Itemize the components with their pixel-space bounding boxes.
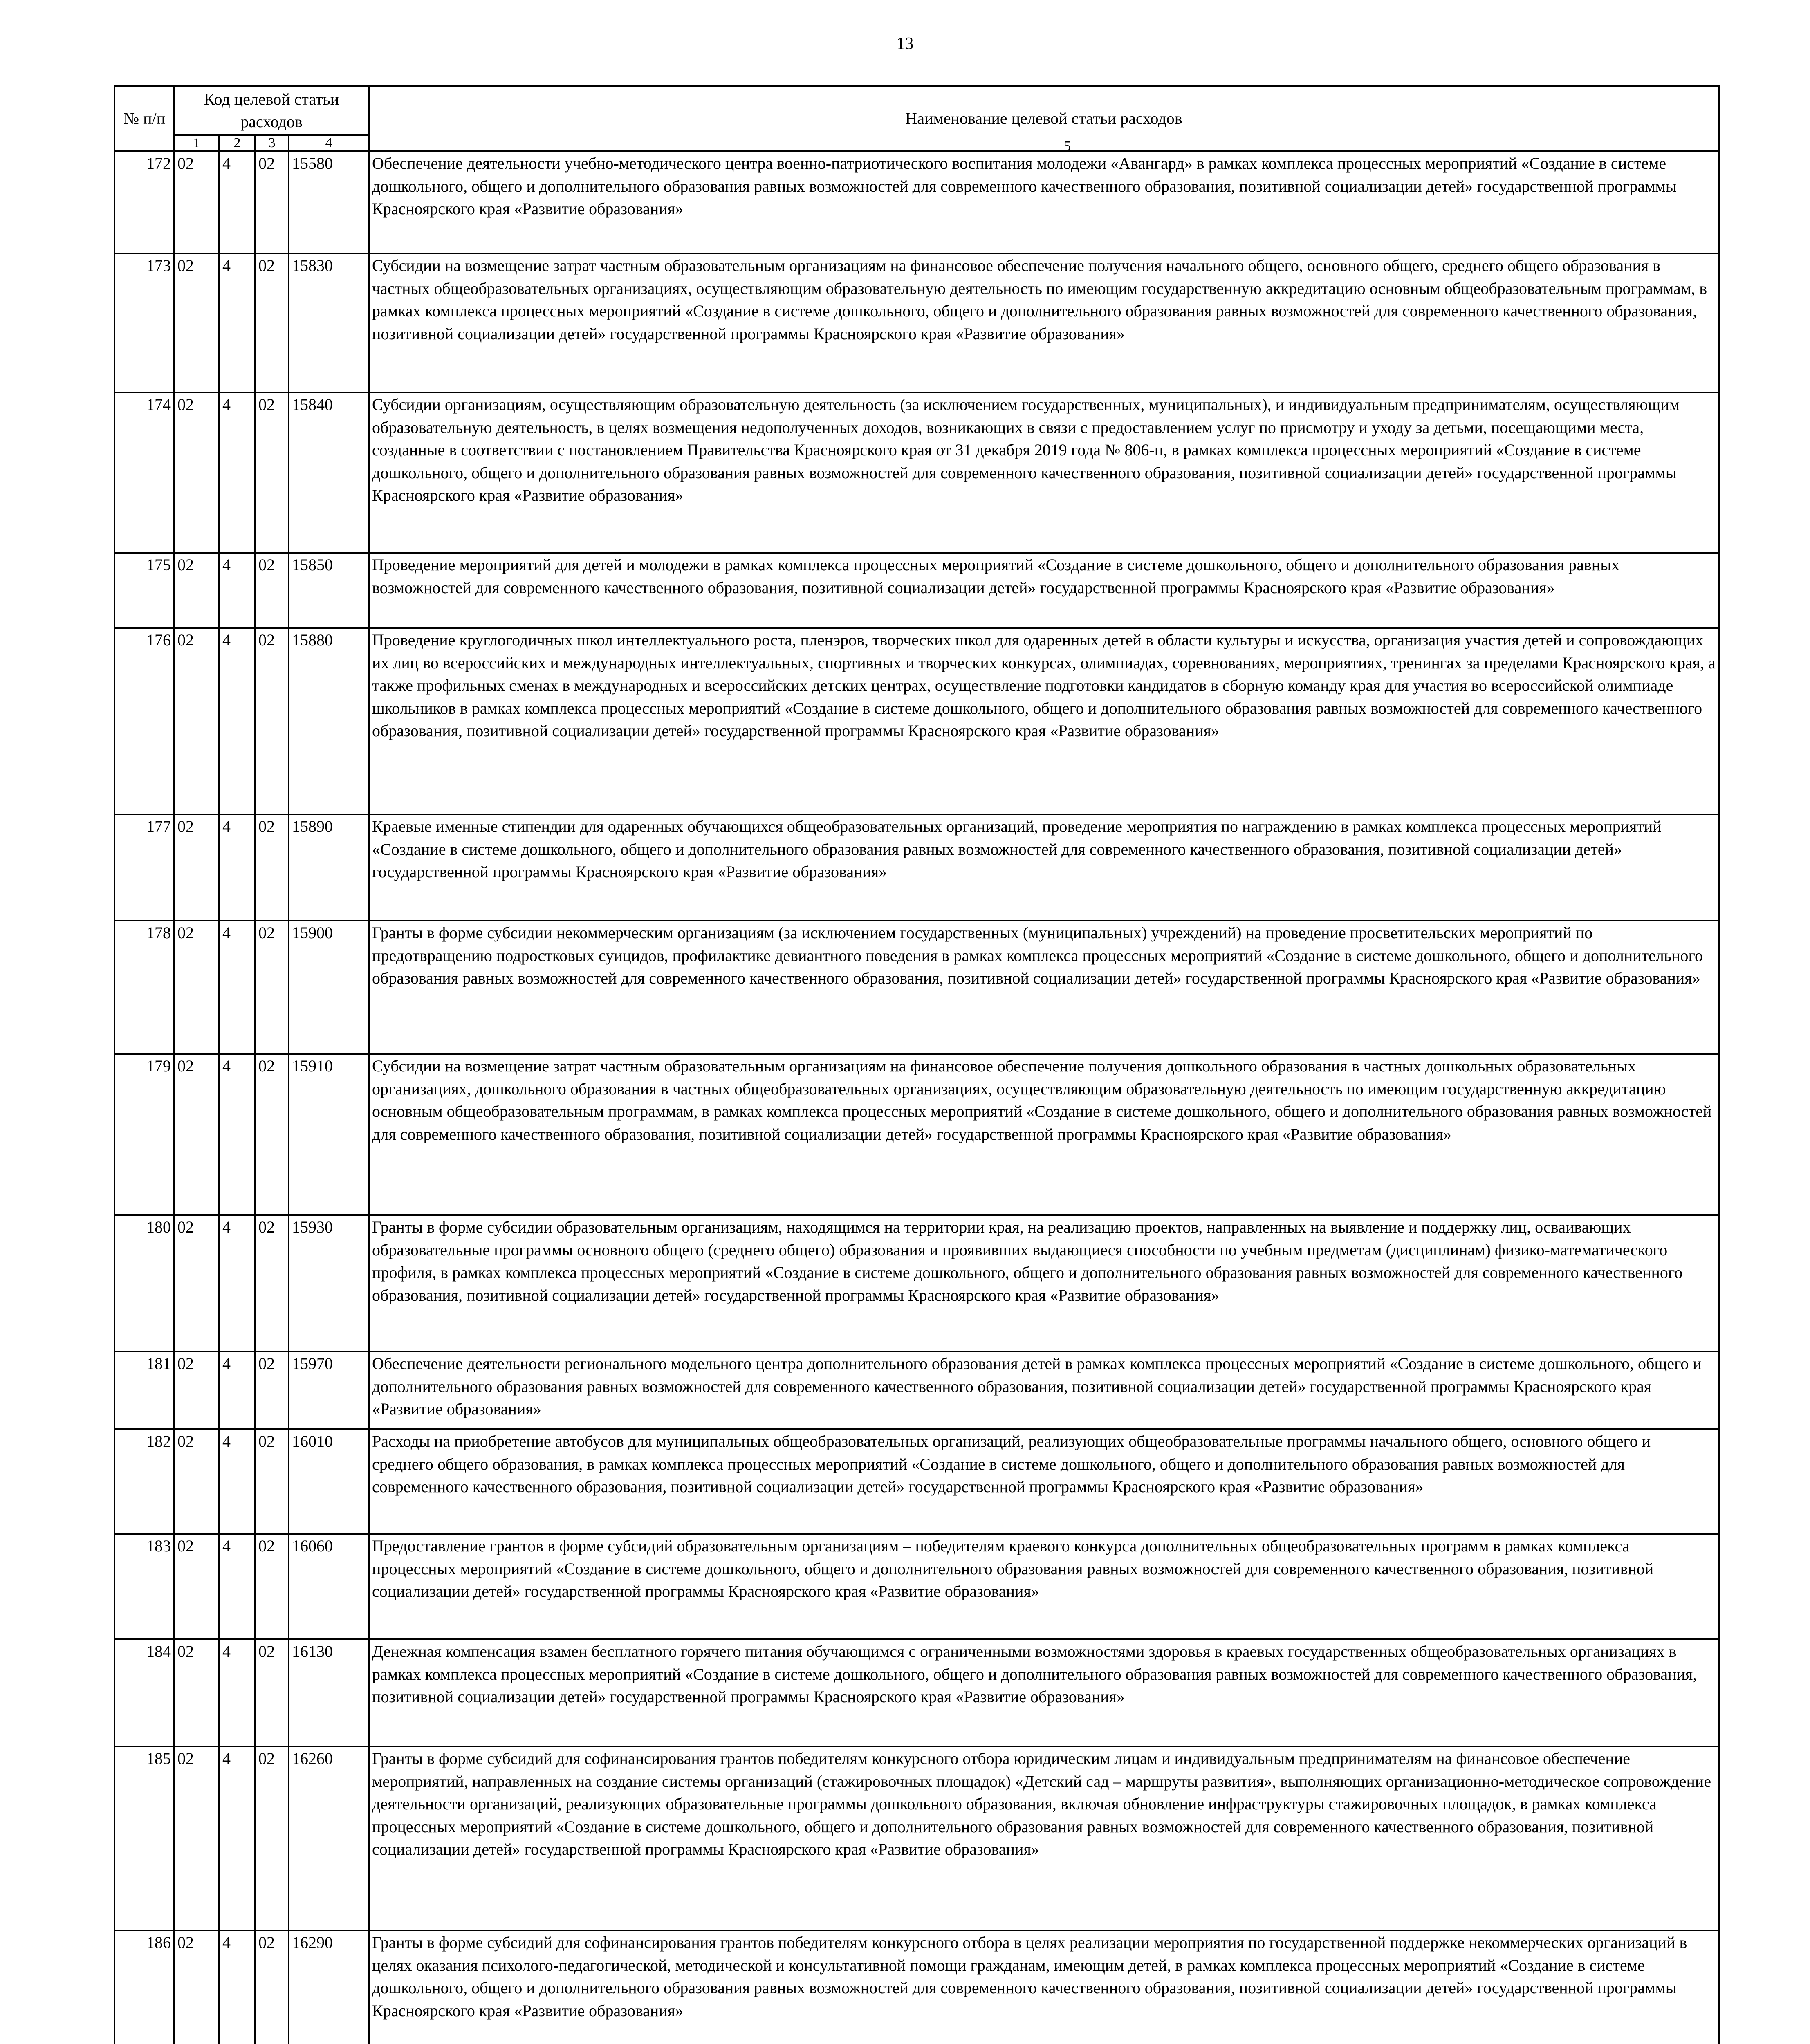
code-direction: 15910 [289, 1054, 369, 1215]
code-direction: 16010 [289, 1429, 369, 1534]
row-number: 184 [114, 1639, 174, 1746]
code-complex: 02 [255, 628, 289, 814]
table-row [114, 553, 1719, 628]
code-complex: 02 [255, 1351, 289, 1429]
item-description: Проведение круглогодичных школ интеллектуального роста, пленэров, творческих школ для одаренных детей в области культуры и искусства, организация участия детей и сопровождающих их лиц во всероссийских и международных интеллектуальных, спортивных и творческих конкурсах, олимпиадах, соревнованиях, мероприятиях, тренингах за пределами Красноярского края, а также профильных сменах в международных и всероссийских детских центрах, осуществление подготовки кандидатов в сборную команду края для участия во всероссийской олимпиаде школьников в рамках комплекса процессных мероприятий «Создание в системе дошкольного, общего и дополнительного образования равных возможностей для современного качественного образования, позитивной социализации детей» государственной программы Красноярского края «Развитие образования» [369, 628, 1719, 814]
row-number: 174 [114, 392, 174, 553]
code-direction: 16130 [289, 1639, 369, 1746]
code-complex: 02 [255, 921, 289, 1054]
code-program: 02 [174, 1639, 219, 1746]
code-type: 4 [219, 1534, 255, 1639]
code-direction: 15880 [289, 628, 369, 814]
code-program: 02 [174, 1351, 219, 1429]
code-program: 02 [174, 1534, 219, 1639]
code-type: 4 [219, 1930, 255, 2044]
code-program: 02 [174, 1054, 219, 1215]
code-complex: 02 [255, 553, 289, 628]
table-row [114, 392, 1719, 553]
code-direction: 15900 [289, 921, 369, 1054]
table-header-row [114, 86, 1719, 135]
page-number: 13 [896, 34, 914, 53]
code-complex: 02 [255, 253, 289, 392]
table-row [114, 814, 1719, 921]
row-number: 178 [114, 921, 174, 1054]
header-col-num: № п/п [114, 86, 174, 151]
row-number: 182 [114, 1429, 174, 1534]
row-number: 185 [114, 1746, 174, 1930]
item-description: Предоставление грантов в форме субсидий образовательным организациям – победителям краевого конкурса дополнительных общеобразовательных программ в рамках комплекса процессных мероприятий «Создание в системе дошкольного, общего и дополнительного образования равных возможностей для современного качественного образования, позитивной социализации детей» государственной программы Красноярского края «Развитие образования» [369, 1534, 1719, 1639]
code-type: 4 [219, 1351, 255, 1429]
code-complex: 02 [255, 1215, 289, 1351]
code-type: 4 [219, 392, 255, 553]
table-row [114, 1930, 1719, 2044]
code-direction: 16060 [289, 1534, 369, 1639]
code-type: 4 [219, 1746, 255, 1930]
code-type: 4 [219, 1054, 255, 1215]
code-program: 02 [174, 1215, 219, 1351]
table-row [114, 921, 1719, 1054]
item-description: Обеспечение деятельности регионального модельного центра дополнительного образования детей в рамках комплекса процессных мероприятий «Создание в системе дошкольного, общего и дополнительного образования равных возможностей для современного качественного образования, позитивной социализации детей» государственной программы Красноярского края «Развитие образования» [369, 1351, 1719, 1429]
table-row [114, 1215, 1719, 1351]
item-description: Гранты в форме субсидии некоммерческим организациям (за исключением государственных (муниципальных) учреждений) на проведение просветительских мероприятий по предотвращению подростковых суицидов, профилактике девиантного поведения в рамках комплекса процессных мероприятий «Создание в системе дошкольного, общего и дополнительного образования равных возможностей для современного качественного образования, позитивной социализации детей» государственной программы Красноярского края «Развитие образования» [369, 921, 1719, 1054]
code-direction: 15850 [289, 553, 369, 628]
code-program: 02 [174, 151, 219, 253]
table-row [114, 1054, 1719, 1215]
code-direction: 15840 [289, 392, 369, 553]
table-row [114, 1534, 1719, 1639]
table-row [114, 1746, 1719, 1930]
table-row [114, 151, 1719, 253]
code-program: 02 [174, 921, 219, 1054]
code-direction: 15970 [289, 1351, 369, 1429]
code-complex: 02 [255, 1930, 289, 2044]
code-program: 02 [174, 1930, 219, 2044]
code-complex: 02 [255, 1746, 289, 1930]
code-complex: 02 [255, 1429, 289, 1534]
table-row [114, 1639, 1719, 1746]
code-complex: 02 [255, 1054, 289, 1215]
row-number: 179 [114, 1054, 174, 1215]
table-row [114, 253, 1719, 392]
code-complex: 02 [255, 1534, 289, 1639]
code-type: 4 [219, 553, 255, 628]
code-direction: 16260 [289, 1746, 369, 1930]
table-row [114, 1429, 1719, 1534]
table-row [114, 628, 1719, 814]
item-description: Расходы на приобретение автобусов для муниципальных общеобразовательных организаций, реализующих общеобразовательные программы начального общего, основного общего и среднего общего образования, в рамках комплекса процессных мероприятий «Создание в системе дошкольного, общего и дополнительного образования равных возможностей для современного качественного образования, позитивной социализации детей» государственной программы Красноярского края «Развитие образования» [369, 1429, 1719, 1534]
item-description: Обеспечение деятельности учебно-методического центра военно-патриотического воспитания молодежи «Авангард» в рамках комплекса процессных мероприятий «Создание в системе дошкольного, общего и дополнительного образования равных возможностей для современного качественного образования, позитивной социализации детей» государственной программы Красноярского края «Развитие образования» [369, 151, 1719, 253]
code-type: 4 [219, 814, 255, 921]
row-number: 176 [114, 628, 174, 814]
code-program: 02 [174, 392, 219, 553]
code-complex: 02 [255, 151, 289, 253]
column-number: 2 [219, 135, 255, 151]
item-description: Гранты в форме субсидии образовательным организациям, находящимся на территории края, на реализацию проектов, направленных на выявление и поддержку лиц, осваивающих образовательные программы основного общего (среднего общего) образования и проявивших выдающиеся способности по учебным предметам (дисциплинам) физико-математического профиля, в рамках комплекса процессных мероприятий «Создание в системе дошкольного, общего и дополнительного образования равных возможностей для современного качественного образования, позитивной социализации детей» государственной программы Красноярского края «Развитие образования» [369, 1215, 1719, 1351]
row-number: 177 [114, 814, 174, 921]
row-number: 186 [114, 1930, 174, 2044]
target-items-table [114, 85, 1720, 2044]
code-direction: 15830 [289, 253, 369, 392]
code-direction: 15890 [289, 814, 369, 921]
item-description: Субсидии на возмещение затрат частным образовательным организациям на финансовое обеспечение получения дошкольного образования в частных дошкольных образовательных организациях, дошкольного образования в частных общеобразовательных организациях, осуществляющим образовательную деятельность по имеющим государственную аккредитацию основным общеобразовательным программам, в рамках комплекса процессных мероприятий «Создание в системе дошкольного, общего и дополнительного образования равных возможностей для современного качественного образования, позитивной социализации детей» государственной программы Красноярского края «Развитие образования» [369, 1054, 1719, 1215]
column-number: 4 [289, 135, 369, 151]
row-number: 183 [114, 1534, 174, 1639]
item-description: Субсидии организациям, осуществляющим образовательную деятельность (за исключением государственных, муниципальных), и индивидуальным предпринимателям, осуществляющим образовательную деятельность, в целях возмещения недополученных доходов, возникающих в связи с предоставлением услуг по присмотру и уходу за детьми, посещающими места, созданные в соответствии с постановлением Правительства Красноярского края от 31 декабря 2019 года № 806-п, в рамках комплекса процессных мероприятий «Создание в системе дошкольного, общего и дополнительного образования равных возможностей для современного качественного образования, позитивной социализации детей» государственной программы Красноярского края «Развитие образования» [369, 392, 1719, 553]
item-description: Гранты в форме субсидий для софинансирования грантов победителям конкурсного отбора юридическим лицам и индивидуальным предпринимателям на финансовое обеспечение мероприятий, направленных на создание системы организаций (стажировочных площадок) «Детский сад – маршруты развития», выполняющих организационно-методическое сопровождение деятельности организаций, реализующих образовательные программы дошкольного образования, включая обновление инфраструктуры стажировочных площадок, в рамках комплекса процессных мероприятий «Создание в системе дошкольного, общего и дополнительного образования равных возможностей для современного качественного образования, позитивной социализации детей» государственной программы Красноярского края «Развитие образования» [369, 1746, 1719, 1930]
code-program: 02 [174, 1429, 219, 1534]
row-number: 172 [114, 151, 174, 253]
code-type: 4 [219, 628, 255, 814]
item-description: Краевые именные стипендии для одаренных обучающихся общеобразовательных организаций, проведение мероприятия по награждению в рамках комплекса процессных мероприятий «Создание в системе дошкольного, общего и дополнительного образования равных возможностей для современного качественного образования, позитивной социализации детей» государственной программы Красноярского края «Развитие образования» [369, 814, 1719, 921]
code-program: 02 [174, 628, 219, 814]
code-type: 4 [219, 1429, 255, 1534]
row-number: 173 [114, 253, 174, 392]
code-direction: 15580 [289, 151, 369, 253]
code-type: 4 [219, 921, 255, 1054]
item-description: Гранты в форме субсидий для софинансирования грантов победителям конкурсного отбора в целях реализации мероприятия по государственной поддержке некоммерческих организаций в целях оказания психолого-педагогической, методической и консультативной помощи гражданам, имеющим детей, в рамках комплекса процессных мероприятий «Создание в системе дошкольного, общего и дополнительного образования равных возможностей для современного качественного образования, позитивной социализации детей» государственной программы Красноярского края «Развитие образования» [369, 1930, 1719, 2044]
row-number: 180 [114, 1215, 174, 1351]
code-program: 02 [174, 1746, 219, 1930]
column-number: 1 [174, 135, 219, 151]
code-type: 4 [219, 151, 255, 253]
row-number: 181 [114, 1351, 174, 1429]
row-number: 175 [114, 553, 174, 628]
header-name: Наименование целевой статьи расходов [369, 86, 1719, 151]
code-complex: 02 [255, 814, 289, 921]
code-type: 4 [219, 1215, 255, 1351]
code-complex: 02 [255, 1639, 289, 1746]
code-direction: 16290 [289, 1930, 369, 2044]
code-direction: 15930 [289, 1215, 369, 1351]
code-program: 02 [174, 253, 219, 392]
item-description: Проведение мероприятий для детей и молодежи в рамках комплекса процессных мероприятий «Создание в системе дошкольного, общего и дополнительного образования равных возможностей для современного качественного образования, позитивной социализации детей» государственной программы Красноярского края «Развитие образования» [369, 553, 1719, 628]
code-type: 4 [219, 1639, 255, 1746]
code-program: 02 [174, 814, 219, 921]
column-number-5: 5 [1064, 139, 1071, 154]
code-type: 4 [219, 253, 255, 392]
table-row [114, 1351, 1719, 1429]
code-complex: 02 [255, 392, 289, 553]
item-description: Субсидии на возмещение затрат частным образовательным организациям на финансовое обеспечение получения начального общего, основного общего, среднего общего образования в частных общеобразовательных организациях, осуществляющим образовательную деятельность по имеющим государственную аккредитацию основным общеобразовательным программам, в рамках комплекса процессных мероприятий «Создание в системе дошкольного, общего и дополнительного образования равных возможностей для современного качественного образования, позитивной социализации детей» государственной программы Красноярского края «Развитие образования» [369, 253, 1719, 392]
header-code-group: Код целевой статьи расходов [174, 86, 369, 135]
column-number: 3 [255, 135, 289, 151]
item-description: Денежная компенсация взамен бесплатного горячего питания обучающимся с ограниченными возможностями здоровья в краевых государственных общеобразовательных организациях в рамках комплекса процессных мероприятий «Создание в системе дошкольного, общего и дополнительного образования равных возможностей для современного качественного образования, позитивной социализации детей» государственной программы Красноярского края «Развитие образования» [369, 1639, 1719, 1746]
code-program: 02 [174, 553, 219, 628]
